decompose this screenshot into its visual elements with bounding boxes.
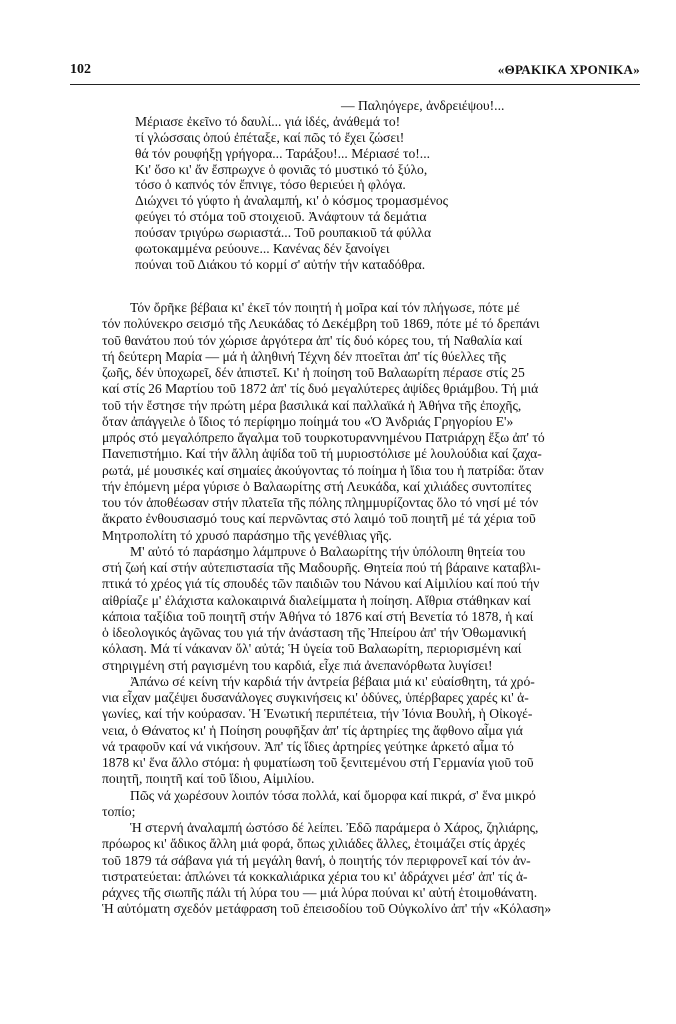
text-line: ὁ ἰδεολογικός ἀγῶνας του γιά τήν ἀνάσταση τῆς Ἠπείρου ἀπ' τήν Ὀθωμανική	[102, 625, 527, 640]
text-line: Ἡ στερνή ἀναλαμπή ὡστόσο δέ λείπει. Ἐδῶ παράμερα ὁ Χάρος, ζηλιάρης,	[130, 820, 539, 835]
running-title: «ΘΡΑΚΙΚΑ ΧΡΟΝΙΚΑ»	[497, 62, 640, 77]
text-line: αἰθρίαζε μ' ἐλάχιστα καλοκαιρινά διαλείμματα ἡ ποίηση. Αἴθρια στάθηκαν καί	[102, 592, 531, 608]
text-line: πρόωρος κι' ἄδικος ἄλλη μιά φορά, ὅπως χιλιάδες ἄλλες, ἑτοιμάζει στίς ἀρχές	[102, 836, 525, 852]
text-line: μπρός στό μεγαλόπρεπο ἄγαλμα τοῦ τουρκοτυραννημένου Πατριάρχη ἔξω ἀπ' τό	[102, 430, 545, 445]
page-header	[70, 62, 640, 82]
header-rule	[70, 84, 640, 85]
text-line: γωνίες, καί τήν κούρασαν. Ἡ Ἑνωτική περιπέτεια, τήν Ἰόνια Βουλή, ἡ Οἰκογέ-	[102, 706, 533, 722]
paragraph	[102, 788, 638, 821]
text-line: Πανεπιστήμιο. Καί τήν ἄλλη ἀψίδα τοῦ τή μυριοστόλισε μέ λουλούδια καί ζαχα-	[102, 446, 542, 462]
text-line: τόν πολύνεκρο σεισμό τῆς Λευκάδας τό Δεκέμβρη τοῦ 1869, πότε μέ τό δρεπάνι	[102, 316, 540, 332]
text-line: ἄκρατο ἐνθουσιασμό τους καί περνῶντας στό λαιμό τοῦ ποιητῆ μέ τά χέρια τοῦ	[102, 511, 536, 527]
poem-line: Διώχνει τό γύφτο ἡ ἀναλαμπή, κι' ὁ κόσμος τρομασμένος	[135, 193, 449, 209]
text-line: ρωτά, μέ μουσικές καί σημαίες ἀκούγοντας τό ποίημα ἡ ἴδια του ἡ πατρίδα: ὅταν	[102, 462, 544, 478]
paragraph	[102, 820, 638, 918]
text-line: τιστρατεύεται: ἁπλώνει τά κοκκαλιάρικα χέρια του κι' ἀδράχνει μέσ' ἀπ' τίς ἀ-	[102, 868, 528, 884]
text-line: Ἡ αὐτόματη σχεδόν μετάφραση τοῦ ἐπεισοδίου τοῦ Οὐγκολίνο ἀπ' τήν «Κόλαση»	[102, 901, 552, 917]
text-line: τήν ἑπόμενη μέρα γύρισε ὁ Βαλαωρίτης στή Λευκάδα, καί χιλιάδες συντοπίτες	[102, 478, 532, 494]
text-line: κάποια ταξίδια τοῦ ποιητῆ στήν Ἀθήνα τό 1876 καί στή Βενετία τό 1878, ἡ καί	[102, 608, 534, 624]
text-line: Πῶς νά χωρέσουν λοιπόν τόσα πολλά, καί ὄμορφα καί πικρά, σ' ἕνα μικρό	[130, 787, 536, 803]
poem-line: Μέριασε ἐκεῖνο τό δαυλί... γιά ἰδές, ἀνάθεμά το!	[135, 113, 401, 129]
text-line: νια εἶχαν μαζέψει δυσανάλογες συγκινήσεις κι' ὀδύνες, ὑπέρβαρες χαρές κι' ἀ-	[102, 690, 529, 705]
poem-line: Κι' ὅσο κι' ἄν ἔσπρωχνε ὁ φονιᾶς τό μυστικό τό ξύλο,	[135, 161, 428, 177]
text-line: νεια, ὁ Θάνατος κι' ἡ Ποίηση ρουφῆξαν ἀπ' τίς ἀρτηρίες της ἄφθονο αἷμα γιά	[102, 722, 523, 738]
text-line: τοῦ τήν ἔστησε τήν πρώτη μέρα βασιλικά καί παλλαϊκά ἡ Ἀθήνα τῆς ἐποχῆς,	[102, 397, 522, 413]
paragraph	[102, 300, 638, 544]
text-line: στηριγμένη στή ραγισμένη του καρδιά, εἶχε πιά ἀνεπανόρθωτα λυγίσει!	[102, 657, 493, 673]
paragraph	[102, 544, 638, 674]
text-line: στή ζωή καί στήν αὐτεπιστασία τῆς Μαδουρῆς. Θητεία πού τή βάραινε καταβλι-	[102, 560, 541, 575]
page-number: 102	[70, 62, 91, 77]
poem-line: πούσαν τριγύρω σωριαστά... Τοῦ ρουπακιοῦ τά φύλλα	[135, 225, 432, 241]
text-line: του τόν ἀποθέωσαν στήν πλατεῖα τῆς πόλης πλημμυρίζοντας ὅλο τό νησί μέ τόν	[102, 495, 539, 510]
text-line: τή δεύτερη Μαρία — μά ἡ ἀληθινή Τέχνη δέν πτοεῖται ἀπ' τίς θύελλες τῆς	[102, 348, 506, 364]
poem-line: φεύγει τό στόμα τοῦ στοιχειοῦ. Ἀνάφτουν τά δεμάτια	[135, 209, 427, 225]
poem-excerpt	[135, 98, 605, 273]
text-line: Τόν ὄρῆκε βέβαια κι' ἐκεῖ τόν ποιητή ἡ μοῖρα καί τόν πλήγωσε, πότε μέ	[130, 300, 520, 315]
text-line: ποιητῆ, ποιητῆ καί τοῦ ἴδιου, Αἰμιλίου.	[102, 771, 315, 787]
text-line: πτικά τό χρέος γιά τίς σπουδές τῶν παιδιῶν του Νάνου καί Αἰμιλίου καί πού τήν	[102, 576, 540, 592]
text-line: καί στίς 26 Μαρτίου τοῦ 1872 ἀπ' τίς δυό μεγαλύτερες ἀψίδες θριάμβου. Τή μιά	[102, 381, 539, 397]
text-line: νά τραφοῦν καί νά νικήσουν. Ἀπ' τίς ἴδιες ἀρτηρίες γεύτηκε ἀρκετό αἷμα τό	[102, 738, 514, 754]
text-line: ζωῆς, δέν ὑποχωρεῖ, δέν ἀπιστεῖ. Κι' ἡ ποίηση τοῦ Βαλαωρίτη πέρασε στίς 25	[102, 365, 525, 380]
text-line: ράχνες τῆς σιωπῆς πάλι τή λύρα του — μιά λύρα πούναι κι' αὐτή ἑτοιμοθάνατη.	[102, 885, 538, 900]
text-line: 1878 κι' ἕνα ἄλλο στόμα: ἡ φυματίωση τοῦ ξενιτεμένου στή Γερμανία γιοῦ τοῦ	[102, 755, 534, 770]
text-line: Μ' αὐτό τό παράσημο λάμπρυνε ὁ Βαλαωρίτης τήν ὑπόλοιπη θητεία του	[130, 543, 526, 559]
paragraph	[102, 674, 638, 788]
poem-line: φωτοκαμμένα ρεύουνε... Κανένας δέν ξανοίγει	[135, 241, 390, 257]
text-line: ὅταν ἀπάγγειλε ὁ ἴδιος τό περίφημο ποίημά του «Ὁ Ἀνδριάς Γρηγορίου Ε'»	[102, 413, 514, 429]
poem-line: θά τόν ρουφήξῃ γρήγορα... Ταράξου!... Μέριασέ το!...	[135, 145, 430, 161]
text-line: τοῦ 1879 τά σάβανα γιά τή μεγάλη θανή, ὁ ποιητής τόν περιφρονεῖ καί τόν ἀν-	[102, 852, 531, 868]
text-line: Ἀπάνω σέ κείνη τήν καρδιά τήν ἀντρεία βέβαια μιά κι' εὐαίσθητη, τά χρό-	[130, 673, 535, 689]
text-line: κόλαση. Μά τί νάκαναν ὅλ' αὐτά; Ἡ ὑγεία τοῦ Βαλαωρίτη, περιορισμένη καί	[102, 641, 522, 657]
text-line: Μητροπολίτη τό χρυσό παράσημο τῆς γενέθλιας γῆς.	[102, 527, 392, 543]
poem-line: τόσο ὁ καπνός τόν ἔπνιγε, τόσο θεριεύει ἡ φλόγα.	[135, 177, 406, 193]
text-line: τοῦ θανάτου πού τόν χώρισε ἀργότερα ἀπ' τίς δυό κόρες του, τή Ναθαλία καί	[102, 332, 523, 348]
poem-line: — Παληόγερε, ἀνδρειέψου!...	[341, 98, 505, 113]
poem-line: τί γλώσσαις ὁπού ἐπέταξε, καί πῶς τό ἔχει ζώσει!	[135, 129, 405, 145]
poem-line: πούναι τοῦ Διάκου τό κορμί σ' αὐτήν τήν καταδόθρα.	[135, 256, 426, 272]
body-text	[102, 300, 638, 918]
text-line: τοπίο;	[102, 803, 136, 819]
